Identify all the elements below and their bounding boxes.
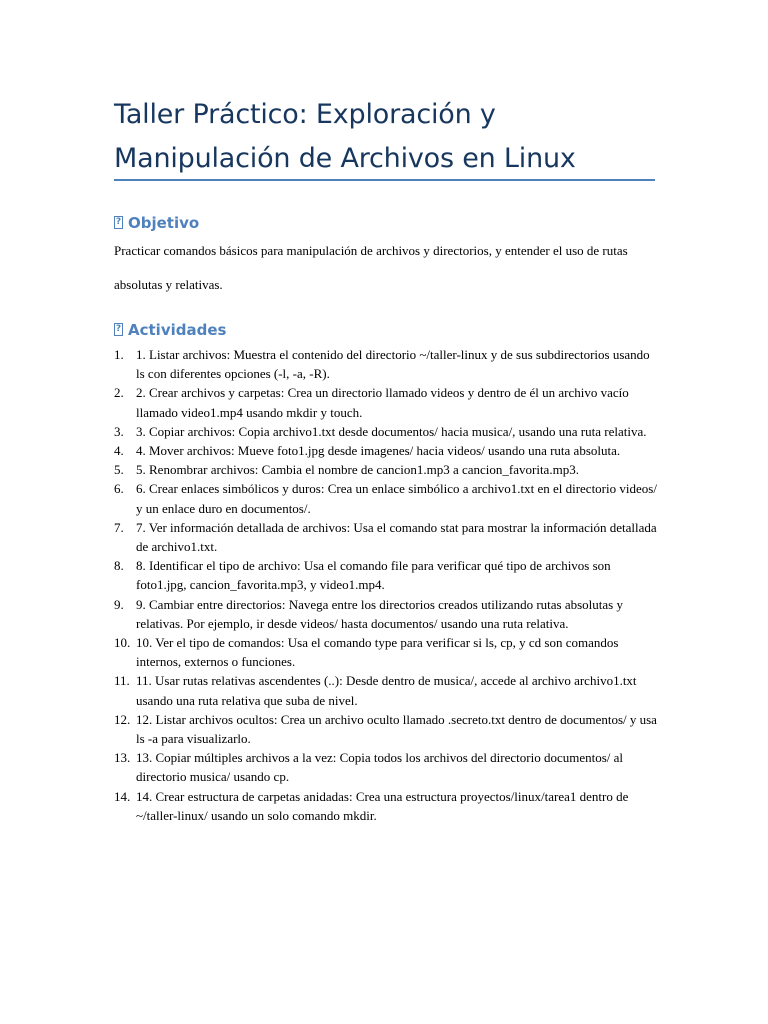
list-item-text: 11. Usar rutas relativas ascendentes (..): Desde dentro de musica/, accede al archivo archivo1.txt usando una ruta relativa que suba de nivel. bbox=[136, 673, 637, 708]
list-item-number: 1. bbox=[114, 347, 124, 362]
list-item-number: 13. bbox=[114, 750, 131, 766]
list-item-text: 6. Crear enlaces simbólicos y duros: Crea un enlace simbólico a archivo1.txt en el directorio videos/ y un enlace duro en documentos/. bbox=[136, 481, 657, 516]
list-item-text: 8. Identificar el tipo de archivo: Usa el comando file para verificar qué tipo de archivos son foto1.jpg, cancion_favorita.mp3, y video1.mp4. bbox=[136, 558, 611, 593]
list-item bbox=[114, 422, 659, 441]
list-item bbox=[114, 710, 659, 748]
list-item-number: 10. bbox=[114, 635, 131, 651]
list-item-text: 10. Ver el tipo de comandos: Usa el comando type para verificar si ls, cp, y cd son comandos internos, externos o funciones. bbox=[136, 635, 619, 670]
activities-heading-label: Actividades bbox=[128, 321, 227, 339]
list-item bbox=[114, 518, 659, 556]
list-item bbox=[114, 633, 659, 671]
list-item-number: 5. bbox=[114, 462, 124, 478]
list-item bbox=[114, 479, 659, 517]
list-item bbox=[114, 787, 659, 825]
list-item-text: 14. Crear estructura de carpetas anidadas: Crea una estructura proyectos/linux/tarea1 dentro de ~/taller-linux/ usando un solo comando mkdir. bbox=[136, 788, 629, 823]
activities-list bbox=[114, 345, 659, 825]
list-item-number: 9. bbox=[114, 596, 124, 612]
list-item bbox=[114, 383, 659, 421]
list-item-number: 6. bbox=[114, 481, 124, 497]
list-item-number: 2. bbox=[114, 385, 124, 401]
list-item-text: 1. Listar archivos: Muestra el contenido del directorio ~/taller-linux y de sus subdirectorios usando ls con diferentes opciones (-l, -a, -R). bbox=[136, 347, 650, 382]
document-title: Taller Práctico: Exploración y Manipulación de Archivos en Linux bbox=[114, 99, 576, 174]
list-item-number: 8. bbox=[114, 558, 124, 574]
list-item bbox=[114, 556, 659, 594]
objective-heading bbox=[114, 213, 199, 233]
list-item bbox=[114, 595, 659, 633]
list-item-text: 2. Crear archivos y carpetas: Crea un directorio llamado videos y dentro de él un archivo vacío llamado video1.mp4 usando mkdir y touch. bbox=[136, 385, 629, 420]
list-item-number: 4. bbox=[114, 443, 124, 459]
list-item-text: 4. Mover archivos: Mueve foto1.jpg desde imagenes/ hacia videos/ usando una ruta absoluta. bbox=[136, 443, 621, 459]
missing-glyph-icon bbox=[114, 216, 123, 229]
list-item-text: 12. Listar archivos ocultos: Crea un archivo oculto llamado .secreto.txt dentro de documentos/ y usa ls -a para visualizarlo. bbox=[136, 711, 657, 747]
list-item-text: 9. Cambiar entre directorios: Navega entre los directorios creados utilizando rutas absolutas y relativas. Por ejemplo, ir desde videos/ hasta documentos/ usando una ruta relativa. bbox=[136, 596, 623, 631]
list-item-number: 14. bbox=[114, 788, 131, 804]
list-item-text: 3. Copiar archivos: Copia archivo1.txt desde documentos/ hacia musica/, usando una ruta relativa. bbox=[136, 423, 647, 439]
list-item bbox=[114, 345, 659, 383]
list-item bbox=[114, 460, 659, 479]
objective-heading-label: Objetivo bbox=[128, 214, 200, 232]
missing-glyph-icon bbox=[114, 323, 123, 336]
list-item-number: 12. bbox=[114, 711, 131, 727]
title-underline-rule bbox=[114, 179, 655, 181]
list-item bbox=[114, 748, 659, 786]
activities-heading bbox=[114, 320, 226, 340]
objective-paragraph: Practicar comandos básicos para manipulación de archivos y directorios, y entender el uso de rutas absolutas y relativas. bbox=[114, 243, 628, 292]
list-item bbox=[114, 441, 659, 460]
list-item-number: 7. bbox=[114, 519, 124, 535]
list-item bbox=[114, 671, 659, 709]
list-item-text: 7. Ver información detallada de archivos: Usa el comando stat para mostrar la información detallada de archivo1.txt. bbox=[136, 519, 657, 555]
list-item-text: 5. Renombrar archivos: Cambia el nombre de cancion1.mp3 a cancion_favorita.mp3. bbox=[136, 462, 579, 478]
list-item-text: 13. Copiar múltiples archivos a la vez: Copia todos los archivos del directorio documentos/ al directorio musica/ usando cp. bbox=[136, 750, 624, 785]
list-item-number: 11. bbox=[114, 673, 130, 689]
list-item-number: 3. bbox=[114, 423, 124, 439]
